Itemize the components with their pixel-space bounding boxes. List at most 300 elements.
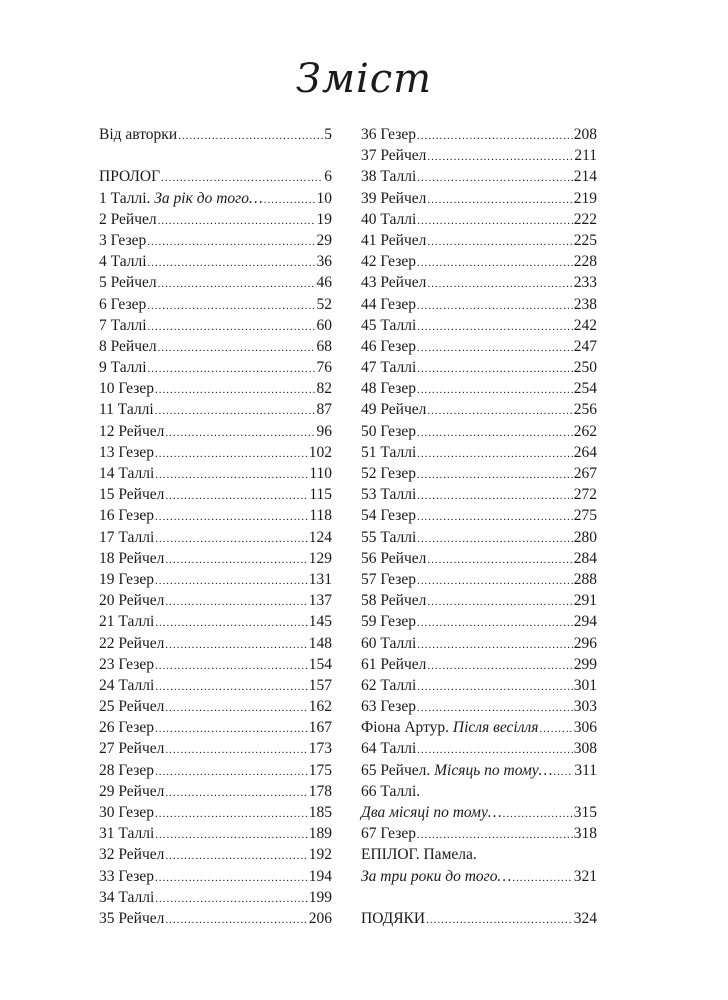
toc-entry: [99, 124, 332, 145]
toc-entry: [99, 357, 332, 378]
toc-page-number: 175: [308, 761, 332, 779]
dot-leader: [158, 274, 316, 295]
dot-leader: [417, 613, 573, 634]
toc-entry-label: 42 Гезер: [361, 253, 416, 271]
toc-spacer: [99, 145, 332, 166]
dot-leader: [158, 211, 316, 232]
toc-entry: [99, 463, 332, 484]
toc-entry: [361, 527, 597, 548]
toc-entry-label: 10 Гезер: [99, 380, 154, 398]
toc-entry: [99, 823, 332, 844]
toc-entry-label: 62 Таллі: [361, 676, 417, 694]
dot-leader: [165, 846, 307, 867]
toc-entry-label: 46 Гезер: [361, 337, 416, 355]
toc-entry-title: [99, 166, 160, 187]
toc-page-number: 238: [573, 295, 597, 313]
toc-entry-title: [99, 378, 154, 399]
toc-entry-title: [99, 633, 164, 654]
toc-entry-title: [99, 188, 263, 209]
toc-spacer: [361, 887, 597, 908]
dot-leader: [427, 401, 572, 422]
toc-page-number: 115: [309, 486, 332, 504]
toc-entry: [99, 866, 332, 887]
toc-page-number: 247: [573, 337, 597, 355]
toc-entry-title: [361, 802, 502, 823]
toc-entry: [361, 908, 597, 929]
dot-leader: [417, 825, 573, 846]
dot-leader: [158, 338, 316, 359]
toc-entry: [361, 294, 597, 315]
dot-leader: [417, 571, 573, 592]
toc-entry-label: 24 Таллі: [99, 676, 155, 694]
toc-entry-title: [361, 548, 426, 569]
dot-leader: [178, 126, 323, 147]
toc-entry: [361, 251, 597, 272]
toc-entry-label: 36 Гезер: [361, 126, 416, 143]
toc-entry: [99, 399, 332, 420]
toc-entry-label: 41 Рейчел: [361, 231, 427, 249]
toc-entry-label: 12 Рейчел: [99, 422, 165, 440]
dot-leader: [155, 507, 308, 528]
toc-entry: [361, 378, 597, 399]
toc-page-number: 96: [316, 422, 332, 440]
dot-leader: [417, 338, 573, 359]
toc-entry-title: [99, 908, 164, 929]
toc-entry: [99, 209, 332, 230]
toc-entry-title: [361, 484, 416, 505]
toc-entry: [99, 548, 332, 569]
toc-entry: [99, 336, 332, 357]
toc-entry: [361, 548, 597, 569]
toc-page-number: 272: [573, 486, 597, 504]
dot-leader: [427, 656, 572, 677]
toc-entry: [361, 590, 597, 611]
toc-entry-label: ПОДЯКИ: [361, 909, 426, 927]
toc-entry-title: [361, 378, 416, 399]
toc-page-number: 137: [308, 592, 332, 610]
toc-page-number: 82: [316, 380, 332, 398]
toc-page-number: 68: [316, 337, 332, 355]
toc-entry: [361, 442, 597, 463]
toc-entry-title: [99, 823, 154, 844]
toc-entry-subtitle: Після весілля: [452, 719, 539, 737]
toc-entry-title: [361, 463, 416, 484]
toc-page-number: 162: [308, 698, 332, 716]
toc-entry-title: [361, 357, 416, 378]
toc-page-number: 264: [573, 443, 597, 461]
toc-entry-subtitle: За рік до того…: [154, 189, 263, 207]
toc-page-number: 131: [308, 570, 332, 588]
toc-page-number: 219: [573, 189, 597, 207]
toc-entry: [361, 463, 597, 484]
toc-entry-label: 52 Гезер: [361, 465, 416, 482]
toc-entry-title: [361, 908, 425, 929]
toc-entry-title: [99, 272, 157, 293]
toc-entry-label: 43 Рейчел: [361, 274, 427, 292]
toc-entry: [99, 802, 332, 823]
dot-leader: [417, 677, 573, 698]
toc-entry: [99, 675, 332, 696]
toc-entry-title: [361, 675, 416, 696]
dot-leader: [165, 698, 307, 719]
toc-entry-label: 19 Гезер: [99, 570, 154, 588]
toc-entry-title: [99, 484, 164, 505]
toc-entry: [361, 421, 597, 442]
toc-entry-label: 25 Рейчел: [99, 698, 165, 716]
toc-page-number: 173: [308, 740, 332, 758]
toc-page-number: 19: [316, 210, 332, 228]
toc-entry-title: [99, 463, 154, 484]
toc-entry: [99, 590, 332, 611]
toc-entry-label: 22 Рейчел: [99, 634, 165, 652]
dot-leader: [417, 296, 573, 317]
toc-entry: [99, 654, 332, 675]
dot-leader: [539, 719, 572, 740]
toc-page-number: 324: [573, 909, 597, 927]
toc-entry-title: [99, 357, 147, 378]
toc-page-number: 311: [574, 761, 597, 779]
dot-leader: [155, 613, 308, 634]
dot-leader: [155, 889, 308, 910]
toc-entry: [99, 166, 332, 187]
toc-entry-label: 67 Гезер: [361, 825, 416, 843]
toc-entry: [99, 760, 332, 781]
toc-entry-title: [361, 760, 552, 781]
toc-entry-label: 6 Гезер: [99, 295, 147, 313]
toc-entry-title: [99, 209, 157, 230]
toc-entry-label: ПРОЛОГ: [99, 168, 161, 186]
toc-entry-heading: 66 Таллі.: [361, 782, 421, 800]
dot-leader: [147, 296, 315, 317]
toc-page-number: 208: [573, 126, 597, 143]
toc-entry-title: [361, 442, 416, 463]
toc-entry-title: [361, 569, 416, 590]
toc-entry-label: 64 Таллі: [361, 740, 417, 758]
toc-entry-title: [361, 823, 416, 844]
toc-entry: [99, 421, 332, 442]
toc-entry-label: 29 Рейчел: [99, 782, 165, 800]
toc-entry: [99, 505, 332, 526]
toc-entry: [361, 188, 597, 209]
dot-leader: [148, 253, 316, 274]
toc-entry-label: 50 Гезер: [361, 422, 416, 440]
toc-entry: [99, 569, 332, 590]
toc-entry-title: [361, 717, 538, 738]
toc-page-number: 321: [573, 867, 597, 885]
toc-entry-label: 33 Гезер: [99, 867, 154, 885]
toc-entry: [99, 230, 332, 251]
toc-page-number: 228: [573, 253, 597, 271]
toc-page-number: 87: [316, 401, 332, 419]
toc-page-number: 250: [573, 359, 597, 377]
toc-right-column: [361, 124, 597, 929]
toc-page-number: 118: [309, 507, 332, 525]
dot-leader: [512, 868, 573, 889]
dot-leader: [155, 868, 308, 889]
dot-leader: [417, 126, 573, 147]
toc-page-number: 206: [308, 909, 332, 927]
dot-leader: [417, 698, 573, 719]
toc-entry-title: [361, 209, 416, 230]
dot-leader: [427, 232, 572, 253]
toc-entry-title: [99, 611, 154, 632]
toc-entry-label: 18 Рейчел: [99, 549, 165, 567]
toc-entry-title: [99, 844, 164, 865]
toc-page-number: 199: [308, 888, 332, 906]
toc-entry-label: 51 Таллі: [361, 443, 417, 461]
toc-entry: [361, 357, 597, 378]
toc-page-number: 262: [573, 422, 597, 440]
toc-entry-label: 8 Рейчел: [99, 337, 157, 355]
toc-page-number: 256: [573, 401, 597, 419]
toc-entry: [361, 315, 597, 336]
toc-entry-title: [361, 611, 416, 632]
toc-entry: [99, 781, 332, 802]
dot-leader: [165, 592, 307, 613]
toc-page-number: 60: [316, 316, 332, 334]
dot-leader: [165, 423, 315, 444]
toc-entry-label: 9 Таллі: [99, 359, 147, 377]
dot-leader: [427, 147, 573, 168]
toc-page-number: 306: [573, 719, 597, 737]
toc-page-number: 280: [573, 528, 597, 546]
dot-leader: [155, 656, 308, 677]
toc-entry: [361, 675, 597, 696]
toc-page-number: 296: [573, 634, 597, 652]
toc-entry-label: 37 Рейчел: [361, 147, 427, 165]
toc-page-number: 284: [573, 549, 597, 567]
toc-entry-title: [99, 887, 154, 908]
toc-entry: [361, 611, 597, 632]
toc-entry-title: [99, 781, 164, 802]
toc-entry: [99, 633, 332, 654]
toc-entry: [99, 717, 332, 738]
toc-entry-title: [99, 505, 154, 526]
toc-entry-label: 63 Гезер: [361, 698, 416, 716]
toc-entry-label: 31 Таллі: [99, 825, 155, 843]
dot-leader: [155, 762, 308, 783]
dot-leader: [417, 253, 573, 274]
toc-entry-title: [99, 294, 146, 315]
toc-entry-label: 44 Гезер: [361, 295, 416, 313]
toc-entry: [361, 272, 597, 293]
dot-leader: [148, 317, 316, 338]
dot-leader: [161, 168, 323, 189]
toc-entry: [99, 908, 332, 929]
toc-page-number: 275: [573, 507, 597, 525]
toc-entry-title: [361, 866, 511, 887]
toc-entry-title: [361, 738, 416, 759]
toc-entry-title: [99, 230, 146, 251]
toc-entry-title: [361, 336, 416, 357]
toc-entry: [99, 442, 332, 463]
toc-entry-title: [99, 675, 154, 696]
toc-page-number: 52: [316, 295, 332, 313]
dot-leader: [427, 274, 572, 295]
toc-page-number: 46: [316, 274, 332, 292]
toc-entry-title: [99, 738, 164, 759]
dot-leader: [147, 232, 315, 253]
toc-entry-label: 2 Рейчел: [99, 210, 157, 228]
toc-entry-label: 53 Таллі: [361, 486, 417, 504]
toc-page-number: 124: [308, 528, 332, 546]
dot-leader: [427, 592, 572, 613]
dot-leader: [553, 762, 573, 783]
toc-entry: [99, 527, 332, 548]
dot-leader: [417, 317, 573, 338]
toc-entry-title: [99, 866, 154, 887]
toc-entry-title: [361, 272, 426, 293]
toc-entry: [99, 611, 332, 632]
toc-entry-label: Фіона Артур.: [361, 719, 453, 737]
toc-entry-label: 16 Гезер: [99, 507, 154, 525]
toc-entry-label: 17 Таллі: [99, 528, 155, 546]
dot-leader: [165, 740, 307, 761]
toc-entry-title: [361, 145, 426, 166]
toc-entry-label: 40 Таллі: [361, 210, 417, 228]
toc-entry-title: [361, 399, 426, 420]
toc-entry-title: [99, 590, 164, 611]
toc-entry-label: 58 Рейчел: [361, 592, 427, 610]
dot-leader: [264, 190, 316, 211]
toc-page-number: 225: [573, 231, 597, 249]
dot-leader: [417, 465, 573, 486]
toc-page-number: 194: [308, 867, 332, 885]
toc-page-number: 299: [573, 655, 597, 673]
toc-entry-title: [99, 654, 154, 675]
toc-entry-label: 23 Гезер: [99, 655, 154, 673]
toc-entry: [99, 188, 332, 209]
toc-entry-title: [361, 188, 426, 209]
dot-leader: [417, 359, 573, 380]
toc-entry: [99, 844, 332, 865]
toc-page-number: 6: [324, 168, 332, 186]
toc-entry-label: 7 Таллі: [99, 316, 147, 334]
toc-entry-label: 4 Таллі: [99, 253, 147, 271]
toc-page-number: 148: [308, 634, 332, 652]
toc-entry-label: Від авторки: [99, 126, 178, 143]
toc-page-number: 303: [573, 698, 597, 716]
toc-entry: [99, 294, 332, 315]
toc-page-number: 294: [573, 613, 597, 631]
toc-entry-label: 3 Гезер: [99, 231, 147, 249]
toc-entry-label: 1 Таллі.: [99, 189, 155, 207]
toc-entry: [361, 760, 597, 781]
toc-title: Зміст: [295, 56, 433, 102]
toc-entry-label: 38 Таллі: [361, 168, 417, 186]
toc-entry-label: 5 Рейчел: [99, 274, 157, 292]
dot-leader: [155, 825, 308, 846]
dot-leader: [155, 719, 308, 740]
toc-page-number: 185: [308, 804, 332, 821]
dot-leader: [165, 550, 307, 571]
dot-leader: [417, 635, 573, 656]
dot-leader: [426, 910, 573, 931]
dot-leader: [417, 486, 573, 507]
dot-leader: [155, 401, 316, 422]
toc-entry: [361, 505, 597, 526]
toc-entry-label: 26 Гезер: [99, 719, 154, 737]
dot-leader: [417, 423, 573, 444]
toc-entry: [361, 696, 597, 717]
toc-entry-label: 56 Рейчел: [361, 549, 427, 567]
toc-entry: [99, 696, 332, 717]
toc-entry-title: [99, 399, 154, 420]
toc-entry: [361, 145, 597, 166]
toc-entry-label: 65 Рейчел.: [361, 761, 435, 779]
toc-entry: [361, 569, 597, 590]
dot-leader: [503, 804, 573, 825]
toc-page-number: 214: [573, 168, 597, 186]
toc-page-number: 178: [308, 782, 332, 800]
toc-page-number: 129: [308, 549, 332, 567]
dot-leader: [417, 740, 573, 761]
toc-entry: [361, 654, 597, 675]
dot-leader: [417, 380, 573, 401]
toc-page-number: 308: [573, 740, 597, 758]
toc-entry: [361, 166, 597, 187]
toc-page-number: 145: [308, 613, 332, 631]
toc-entry-title: [99, 124, 177, 145]
dot-leader: [417, 168, 573, 189]
toc-entry-title: [361, 590, 426, 611]
toc-page-number: 288: [573, 570, 597, 588]
dot-leader: [148, 359, 316, 380]
toc-entry-title: [99, 442, 154, 463]
toc-entry: [361, 823, 597, 844]
toc-entry-label: 32 Рейчел: [99, 846, 165, 864]
dot-leader: [165, 486, 308, 507]
toc-entry-label: 49 Рейчел: [361, 401, 427, 419]
toc-entry: [361, 124, 597, 145]
toc-entry-title: [99, 315, 147, 336]
toc-entry: [361, 209, 597, 230]
toc-entry-title: [99, 696, 164, 717]
toc-entry-subtitle: Місяць по тому…: [434, 761, 553, 779]
toc-page-number: 291: [573, 592, 597, 610]
toc-entry-title: [99, 421, 164, 442]
toc-entry-subtitle: Два місяці по тому…: [361, 804, 502, 821]
toc-entry-label: 48 Гезер: [361, 380, 416, 398]
toc-entry-label: 54 Гезер: [361, 507, 416, 525]
toc-entry-label: 28 Гезер: [99, 761, 154, 779]
toc-entry-label: 20 Рейчел: [99, 592, 165, 610]
toc-entry-title: [361, 633, 416, 654]
toc-entry-title: [99, 527, 154, 548]
toc-page-number: 76: [316, 359, 332, 377]
toc-entry-label: 13 Гезер: [99, 443, 154, 461]
toc-entry: [361, 399, 597, 420]
toc-entry-label: 27 Рейчел: [99, 740, 165, 758]
dot-leader: [155, 465, 308, 486]
toc-entry-title: [99, 569, 154, 590]
toc-entry: [361, 717, 597, 738]
toc-entry-label: 55 Таллі: [361, 528, 417, 546]
toc-entry: [361, 866, 597, 887]
dot-leader: [155, 804, 308, 825]
dot-leader: [417, 507, 573, 528]
toc-entry-label: 34 Таллі: [99, 888, 155, 906]
toc-entry: [361, 336, 597, 357]
dot-leader: [165, 910, 307, 931]
toc-entry: [361, 484, 597, 505]
dot-leader: [417, 529, 573, 550]
toc-entry-title: [361, 421, 416, 442]
toc-entry-title: [361, 696, 416, 717]
toc-entry-label: 15 Рейчел: [99, 486, 165, 504]
toc-entry-title: [99, 760, 154, 781]
toc-entry-label: 35 Рейчел: [99, 909, 165, 927]
